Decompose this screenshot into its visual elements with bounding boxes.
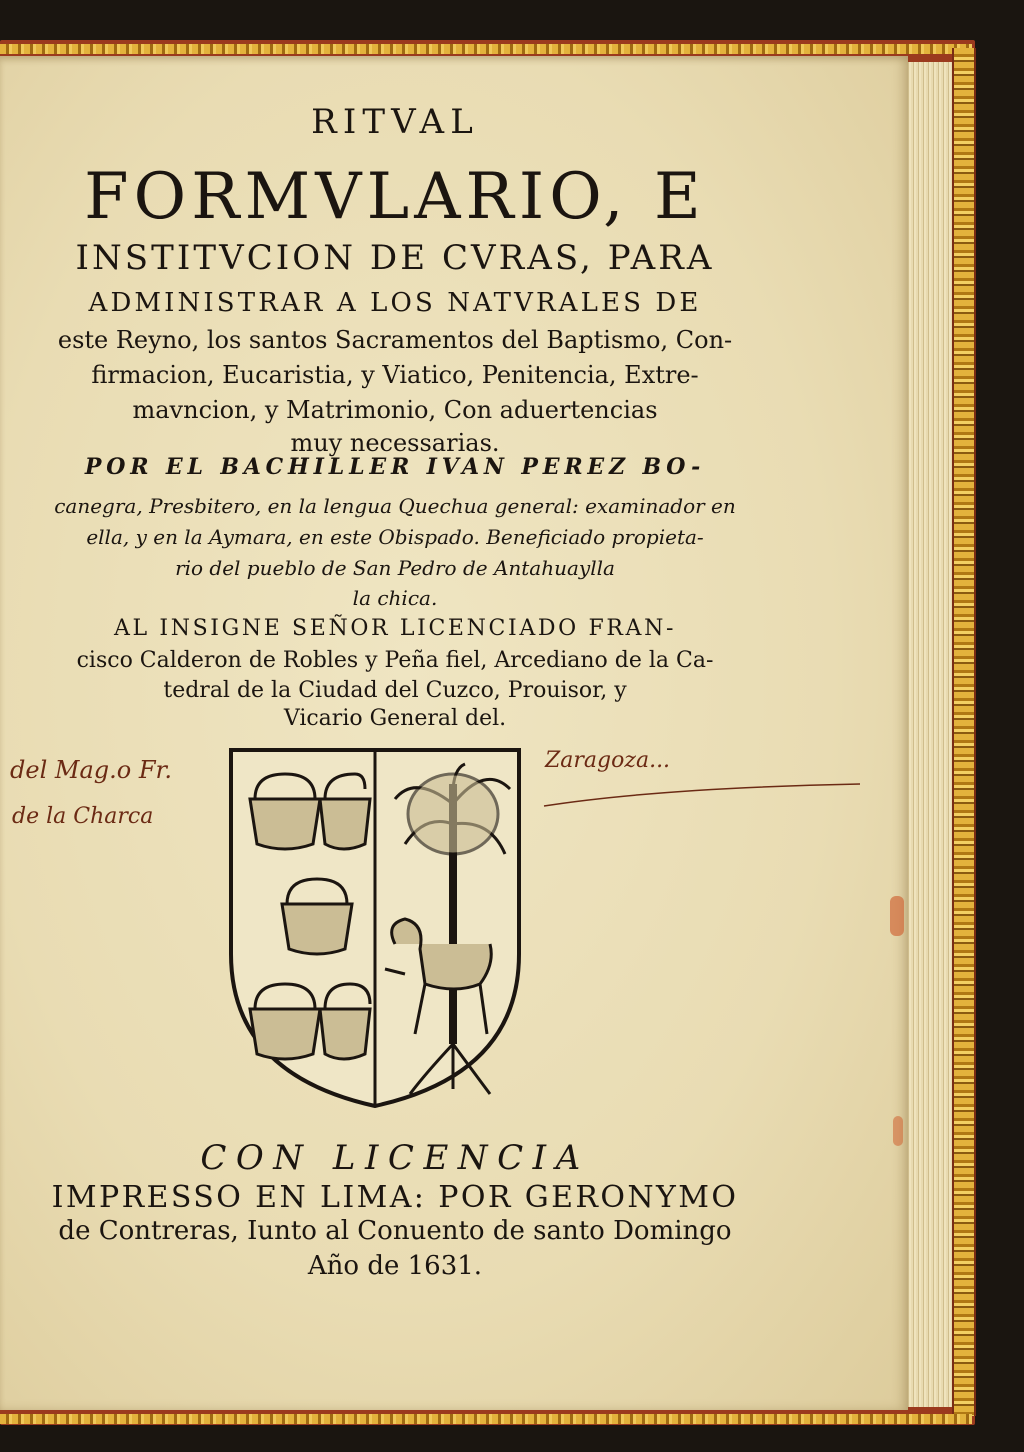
dedication-line: Vicario General del.	[283, 706, 507, 731]
author-line: ella, y en la Aymara, en este Obispado. Beneficiado propieta-	[86, 525, 704, 549]
imprint-license: CON LICENCIA	[200, 1138, 590, 1178]
body-line: este Reyno, los santos Sacramentos del Baptismo, Con-	[57, 326, 733, 354]
imprint-printed: IMPRESSO EN LIMA: POR GERONYMO	[51, 1180, 739, 1215]
title-institucion: INSTITVCION DE CVRAS, PARA	[75, 238, 715, 278]
gilt-edge-right	[952, 48, 976, 1416]
manuscript-underline	[540, 776, 870, 816]
manuscript-note-right: Zaragoza...	[545, 748, 671, 773]
author-heading: POR EL BACHILLER IVAN PEREZ BO-	[84, 454, 706, 480]
paper-stain	[890, 896, 904, 936]
manuscript-note-left-2: de la Charca	[12, 804, 154, 829]
dedication-heading: AL INSIGNE SEÑOR LICENCIADO FRAN-	[113, 616, 677, 641]
coat-of-arms-woodcut	[225, 744, 525, 1114]
author-line: rio del pueblo de San Pedro de Antahuaylla	[175, 556, 615, 580]
author-line: canegra, Presbitero, en la lengua Quechua general: examinador en	[54, 494, 736, 518]
dedication-line: cisco Calderon de Robles y Peña fiel, Arcediano de la Ca-	[76, 648, 714, 673]
manuscript-note-left-1: del Mag.o Fr.	[10, 756, 172, 784]
dedication-line: tedral de la Ciudad del Cuzco, Prouisor, y	[163, 678, 627, 703]
body-line: firmacion, Eucaristia, y Viatico, Penitencia, Extre-	[91, 361, 699, 389]
body-line: muy necessarias.	[290, 429, 500, 457]
title-ritual: RITVAL	[311, 102, 479, 142]
imprint-printer: de Contreras, Iunto al Conuento de santo Domingo	[58, 1216, 732, 1246]
imprint-year: Año de 1631.	[307, 1251, 483, 1281]
gilt-edge-bottom	[0, 1414, 972, 1424]
title-formulario: FORMVLARIO, E	[84, 160, 706, 234]
author-line: la chica.	[352, 586, 438, 610]
paper-stain	[893, 1116, 903, 1146]
title-page	[0, 56, 908, 1410]
title-administrar: ADMINISTRAR A LOS NATVRALES DE	[88, 288, 702, 318]
gilt-edge-top	[0, 44, 972, 54]
body-line: mavncion, y Matrimonio, Con aduertencias	[132, 396, 658, 424]
page-edges	[905, 62, 952, 1407]
